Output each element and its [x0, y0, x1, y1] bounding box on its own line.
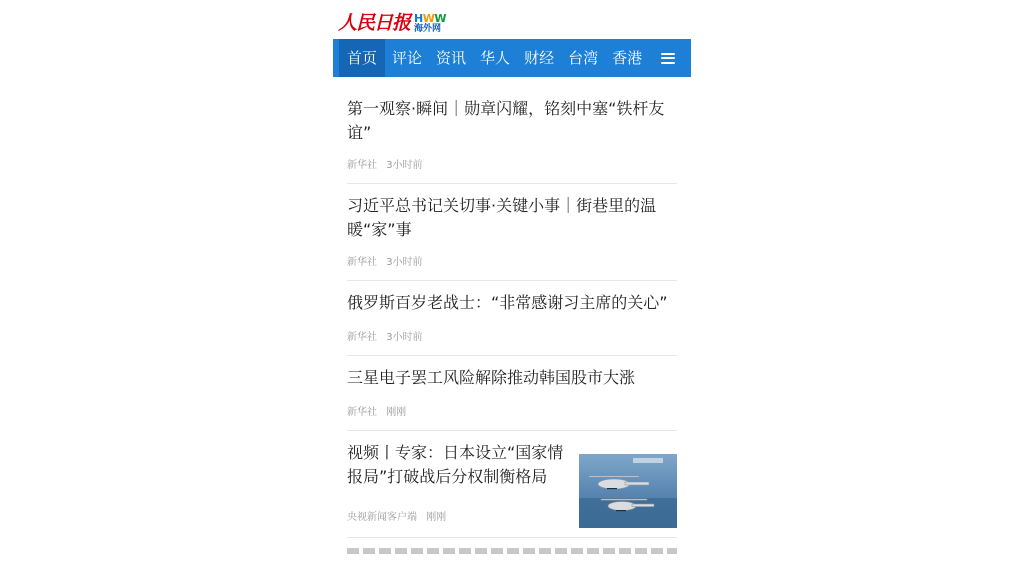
news-title[interactable]: 三星电子罢工风险解除推动韩国股市大涨 — [347, 368, 636, 387]
news-item[interactable] — [347, 97, 677, 184]
nav-tab-finance[interactable]: 财经 — [524, 49, 555, 67]
news-title[interactable]: 习近平总书记关切事·关键小事｜街巷里的温暖“家”事 — [347, 196, 657, 239]
news-title[interactable]: 俄罗斯百岁老战士：“非常感谢习主席的关心” — [347, 293, 668, 312]
channel-nav — [333, 39, 691, 77]
site-logo[interactable] — [338, 6, 446, 34]
news-source: 新华社 — [347, 160, 377, 171]
news-item[interactable] — [347, 366, 677, 431]
news-meta — [347, 256, 423, 270]
news-thumbnail[interactable] — [579, 454, 677, 528]
nav-tab-chinese[interactable]: 华人 — [480, 49, 511, 67]
news-meta — [347, 511, 446, 525]
news-title[interactable]: 视频丨专家：日本设立“国家情报局”打破战后分权制衡格局 — [347, 443, 564, 486]
news-title[interactable]: 第一观察·瞬间｜勋章闪耀，铭刻中塞“铁杆友谊” — [347, 99, 665, 142]
news-meta — [347, 159, 423, 173]
news-meta — [347, 331, 423, 345]
news-source: 新华社 — [347, 332, 377, 343]
news-item-partial[interactable] — [347, 548, 677, 578]
news-source: 新华社 — [347, 257, 377, 268]
logo-haiwainet — [414, 13, 446, 34]
nav-tab-taiwan[interactable]: 台湾 — [568, 49, 599, 67]
logo-hww-mark: HWW — [414, 12, 447, 25]
news-list — [347, 87, 677, 578]
news-time: 3小时前 — [386, 257, 423, 268]
news-item[interactable] — [347, 194, 677, 281]
logo-site-name: 海外网 — [414, 24, 442, 34]
news-time: 刚刚 — [426, 512, 447, 523]
nav-tab-news[interactable]: 资讯 — [436, 49, 467, 67]
news-source: 新华社 — [347, 407, 377, 418]
nav-tab-comment[interactable]: 评论 — [392, 49, 423, 67]
news-item[interactable] — [347, 441, 677, 538]
news-source: 央视新闻客户端 — [347, 512, 417, 523]
partial-title — [347, 548, 677, 554]
menu-icon[interactable] — [653, 39, 683, 77]
logo-title: 人民日报 — [338, 12, 411, 34]
news-meta — [347, 406, 406, 420]
nav-tab-hongkong[interactable]: 香港 — [612, 49, 643, 67]
news-time: 3小时前 — [386, 160, 423, 171]
mobile-page — [333, 0, 691, 523]
news-item[interactable] — [347, 291, 677, 356]
nav-tab-home[interactable]: 首页 — [339, 39, 385, 77]
site-header — [333, 0, 691, 39]
helicopter-photo-icon — [579, 454, 677, 528]
news-time: 刚刚 — [386, 407, 407, 418]
news-time: 3小时前 — [386, 332, 423, 343]
